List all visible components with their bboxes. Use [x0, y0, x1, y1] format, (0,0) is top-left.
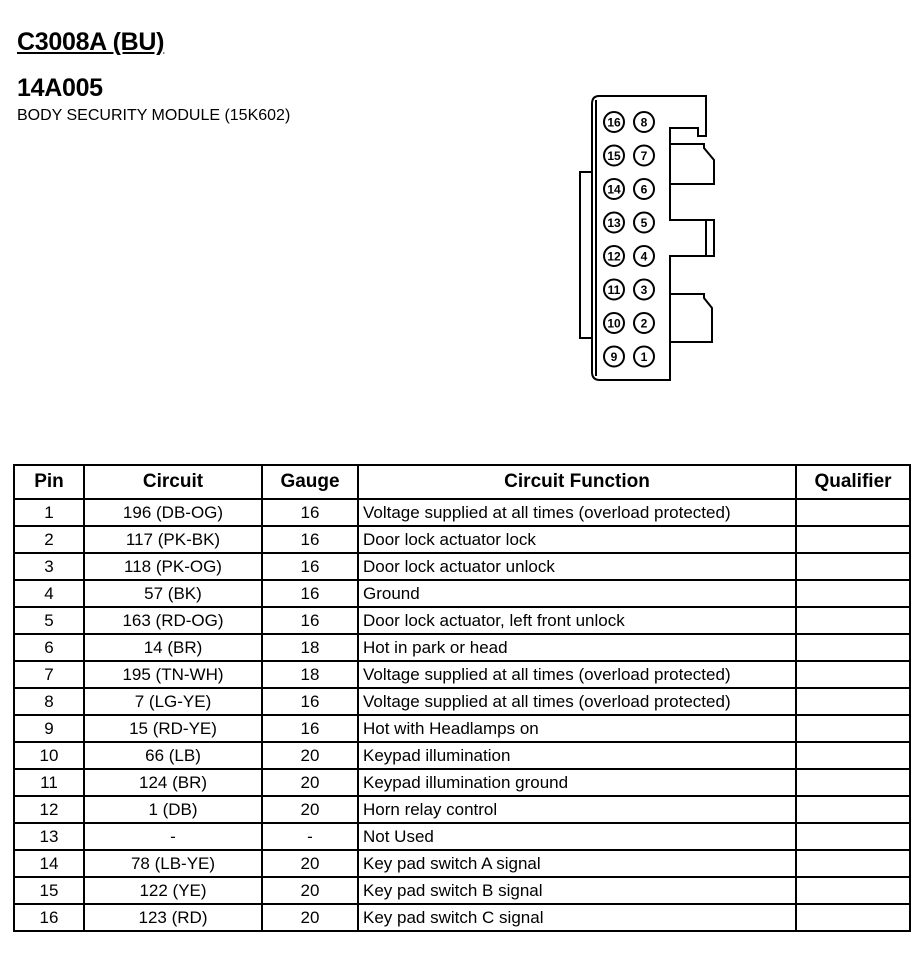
- table-row: [14, 580, 910, 607]
- circuit-cell: 118 (PK-OG): [84, 553, 262, 580]
- gauge-cell: 20: [262, 769, 358, 796]
- circuit-cell: 7 (LG-YE): [84, 688, 262, 715]
- pin-cell: 6: [14, 634, 84, 661]
- header-circuit: Circuit: [84, 465, 262, 499]
- function-cell: Not Used: [358, 823, 796, 850]
- pin-cell: 14: [14, 850, 84, 877]
- gauge-cell: 16: [262, 580, 358, 607]
- connector-body-outline: [580, 96, 714, 380]
- function-cell: Key pad switch A signal: [358, 850, 796, 877]
- header-qualifier: Qualifier: [796, 465, 910, 499]
- gauge-cell: -: [262, 823, 358, 850]
- pin-right-label: 5: [640, 216, 648, 230]
- pin-cell: 4: [14, 580, 84, 607]
- pin-cell: 8: [14, 688, 84, 715]
- qualifier-cell: [796, 526, 910, 553]
- qualifier-cell: [796, 769, 910, 796]
- circuit-cell: 78 (LB-YE): [84, 850, 262, 877]
- pin-right-label: 1: [640, 350, 648, 364]
- function-cell: Keypad illumination: [358, 742, 796, 769]
- table-row: [14, 823, 910, 850]
- function-cell: Voltage supplied at all times (overload protected): [358, 688, 796, 715]
- pin-left-label: 13: [607, 216, 621, 230]
- function-cell: Door lock actuator unlock: [358, 553, 796, 580]
- gauge-cell: 20: [262, 850, 358, 877]
- qualifier-cell: [796, 823, 910, 850]
- pin-cell: 13: [14, 823, 84, 850]
- header-circuit-function: Circuit Function: [358, 465, 796, 499]
- qualifier-cell: [796, 877, 910, 904]
- pin-left-label: 15: [607, 149, 621, 163]
- table-row: [14, 796, 910, 823]
- pin-cell: 7: [14, 661, 84, 688]
- function-cell: Horn relay control: [358, 796, 796, 823]
- qualifier-cell: [796, 850, 910, 877]
- qualifier-cell: [796, 688, 910, 715]
- circuit-cell: 196 (DB-OG): [84, 499, 262, 526]
- table-row: [14, 769, 910, 796]
- connector-id-title: C3008A (BU): [17, 28, 165, 56]
- qualifier-cell: [796, 580, 910, 607]
- table-row: [14, 661, 910, 688]
- pin-cell: 9: [14, 715, 84, 742]
- table-header-row: [14, 465, 910, 499]
- circuit-cell: 122 (YE): [84, 877, 262, 904]
- function-cell: Door lock actuator lock: [358, 526, 796, 553]
- gauge-cell: 20: [262, 742, 358, 769]
- circuit-cell: -: [84, 823, 262, 850]
- gauge-cell: 20: [262, 796, 358, 823]
- circuit-cell: 163 (RD-OG): [84, 607, 262, 634]
- table-row: [14, 526, 910, 553]
- module-description: BODY SECURITY MODULE (15K602): [17, 107, 291, 124]
- gauge-cell: 16: [262, 715, 358, 742]
- qualifier-cell: [796, 634, 910, 661]
- pin-left-label: 9: [610, 350, 618, 364]
- function-cell: Voltage supplied at all times (overload protected): [358, 661, 796, 688]
- qualifier-cell: [796, 904, 910, 931]
- qualifier-cell: [796, 796, 910, 823]
- qualifier-cell: [796, 553, 910, 580]
- pin-right-label: 2: [640, 316, 648, 331]
- qualifier-cell: [796, 715, 910, 742]
- table-row: [14, 715, 910, 742]
- pinout-table: [13, 464, 911, 932]
- header-gauge: Gauge: [262, 465, 358, 499]
- gauge-cell: 20: [262, 904, 358, 931]
- qualifier-cell: [796, 661, 910, 688]
- pin-cell: 12: [14, 796, 84, 823]
- table-row: [14, 742, 910, 769]
- pin-left-label: 11: [607, 283, 621, 297]
- function-cell: Door lock actuator, left front unlock: [358, 607, 796, 634]
- function-cell: Keypad illumination ground: [358, 769, 796, 796]
- circuit-cell: 15 (RD-YE): [84, 715, 262, 742]
- table-row: [14, 877, 910, 904]
- pin-left-label: 14: [607, 182, 621, 197]
- gauge-cell: 16: [262, 607, 358, 634]
- part-number: 14A005: [17, 74, 103, 102]
- function-cell: Ground: [358, 580, 796, 607]
- pin-cell: 10: [14, 742, 84, 769]
- circuit-cell: 57 (BK): [84, 580, 262, 607]
- table-row: [14, 634, 910, 661]
- function-cell: Hot with Headlamps on: [358, 715, 796, 742]
- pin-left-label: 12: [607, 249, 621, 264]
- circuit-cell: 14 (BR): [84, 634, 262, 661]
- connector-face-diagram: [572, 88, 736, 388]
- table-row: [14, 553, 910, 580]
- table-row: [14, 499, 910, 526]
- function-cell: Voltage supplied at all times (overload protected): [358, 499, 796, 526]
- pin-cell: 11: [14, 769, 84, 796]
- table-row: [14, 904, 910, 931]
- pin-right-label: 6: [640, 182, 648, 197]
- gauge-cell: 20: [262, 877, 358, 904]
- pin-right-label: 8: [640, 115, 648, 130]
- qualifier-cell: [796, 499, 910, 526]
- circuit-cell: 66 (LB): [84, 742, 262, 769]
- gauge-cell: 16: [262, 553, 358, 580]
- pin-cell: 1: [14, 499, 84, 526]
- gauge-cell: 16: [262, 526, 358, 553]
- pin-cell: 5: [14, 607, 84, 634]
- circuit-cell: 195 (TN-WH): [84, 661, 262, 688]
- gauge-cell: 18: [262, 661, 358, 688]
- pin-cell: 3: [14, 553, 84, 580]
- qualifier-cell: [796, 742, 910, 769]
- gauge-cell: 16: [262, 688, 358, 715]
- table-row: [14, 850, 910, 877]
- pin-left-label: 16: [607, 115, 621, 130]
- table-row: [14, 607, 910, 634]
- circuit-cell: 1 (DB): [84, 796, 262, 823]
- table-row: [14, 688, 910, 715]
- pin-right-label: 3: [640, 283, 648, 297]
- pin-cell: 16: [14, 904, 84, 931]
- circuit-cell: 117 (PK-BK): [84, 526, 262, 553]
- pin-right-label: 7: [640, 149, 648, 163]
- gauge-cell: 18: [262, 634, 358, 661]
- pin-right-label: 4: [640, 249, 648, 264]
- gauge-cell: 16: [262, 499, 358, 526]
- circuit-cell: 124 (BR): [84, 769, 262, 796]
- function-cell: Hot in park or head: [358, 634, 796, 661]
- pin-left-label: 10: [607, 316, 621, 331]
- circuit-cell: 123 (RD): [84, 904, 262, 931]
- qualifier-cell: [796, 607, 910, 634]
- pin-cell: 15: [14, 877, 84, 904]
- header-pin: Pin: [14, 465, 84, 499]
- function-cell: Key pad switch C signal: [358, 904, 796, 931]
- pin-cell: 2: [14, 526, 84, 553]
- function-cell: Key pad switch B signal: [358, 877, 796, 904]
